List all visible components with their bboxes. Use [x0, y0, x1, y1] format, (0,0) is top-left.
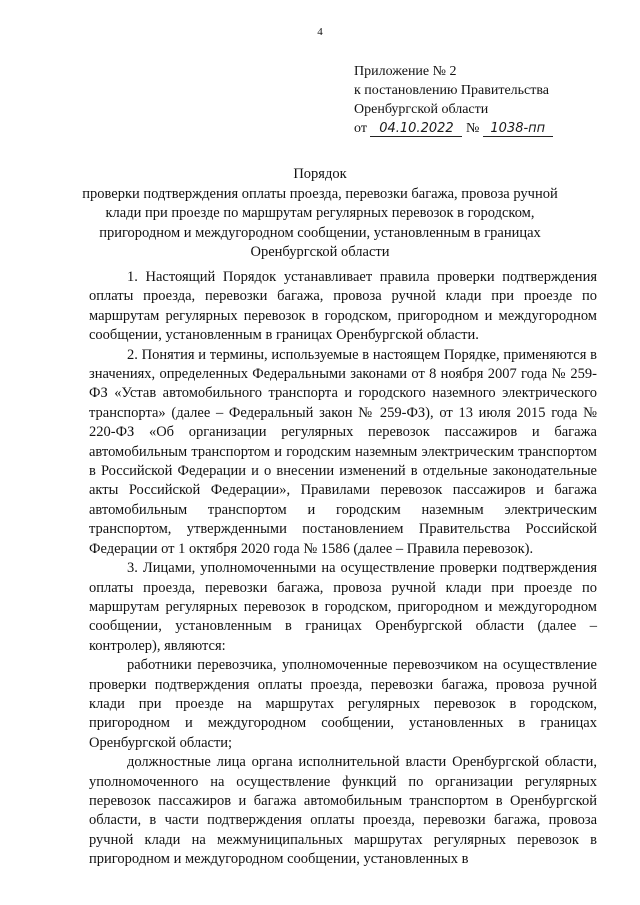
appendix-reference: к постановлению Правительства	[354, 83, 550, 98]
appendix-date-line	[354, 119, 553, 138]
handwritten-number: 1038-пп	[483, 121, 553, 137]
document-heading: Порядок	[293, 166, 347, 182]
appendix-block	[354, 62, 553, 138]
paragraph: должностные лица органа исполнительной власти Оренбургской области, уполномоченного на осуществление функций по организации регулярных перевозок пассажиров и багажа автомобильным транспортом в Оренбургской области, в части подтверждения оплаты проезда, перевозки багажа, провоза ручной клади на межмуниципальных маршрутах регулярных перевозок в пригородном и междугородном сообщении, установленных в	[89, 754, 597, 868]
number-prefix: №	[465, 121, 480, 136]
appendix-region: Оренбургской области	[354, 102, 489, 117]
paragraph: работники перевозчика, уполномоченные перевозчиком на осуществление проверки подтверждения оплаты проезда, перевозки багажа, провоза ручной клади при проезде на маршрутах регулярных перевозок в городском, пригородном и междугородном сообщении, установленных в границах Оренбургской области;	[89, 657, 597, 751]
document-body	[89, 268, 597, 870]
appendix-title: Приложение № 2	[354, 64, 457, 79]
page-number: 4	[317, 26, 323, 38]
handwritten-date: 04.10.2022	[370, 121, 462, 137]
paragraph: 1. Настоящий Порядок устанавливает правила проверки подтверждения оплаты проезда, перевозки багажа, провоза ручной клади при проезде по маршрутам регулярных перевозок в городском, пригородном и междугородном сообщении, установленным в границах Оренбургской области.	[89, 269, 597, 344]
document-title-block	[70, 165, 570, 263]
paragraph: 3. Лицами, уполномоченными на осуществление проверки подтверждения оплаты проезда, перевозки багажа, провоза ручной клади при проезде по маршрутам регулярных перевозок в городском, пригородном и междугородном сообщении, установленным в границах Оренбургской области (далее – контролер), являются:	[89, 560, 597, 654]
paragraph: 2. Понятия и термины, используемые в настоящем Порядке, применяются в значениях, определенных Федеральными законами от 8 ноября 2007 года № 259-ФЗ «Устав автомобильного транспорта и городского наземного электрического транспорта» (далее – Федеральный закон № 259-ФЗ), от 13 июля 2015 года № 220-ФЗ «Об организации регулярных перевозок пассажиров и багажа автомобильным транспортом и городским наземным электрическим транспортом в Российской Федерации и о внесении изменений в отдельные законодательные акты Российской Федерации», Правилами перевозок пассажиров и багажа автомобильным транспортом и городским наземным электрическим транспортом, утвержденными постановлением Правительства Российской Федерации от 1 октября 2020 года № 1586 (далее – Правила перевозок).	[89, 346, 597, 557]
document-subtitle: проверки подтверждения оплаты проезда, перевозки багажа, провоза ручной клади при проезде по маршрутам регулярных перевозок в городском, пригородном и междугородном сообщении, установленным в границах Оренбургской области	[82, 185, 558, 260]
date-prefix: от	[354, 121, 367, 136]
